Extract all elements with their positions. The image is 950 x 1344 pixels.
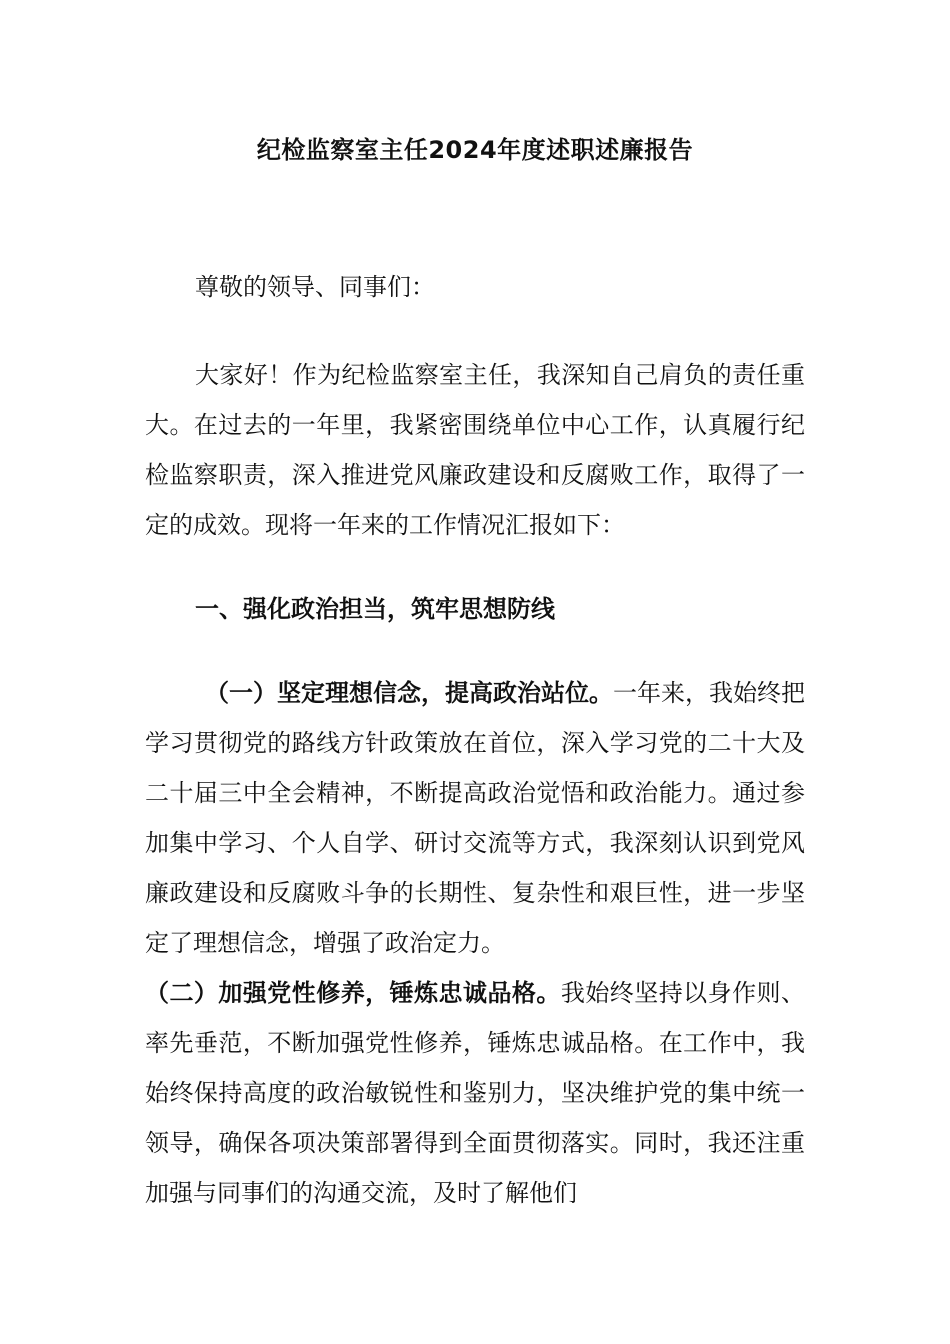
- section-heading-1: 一、强化政治担当，筑牢思想防线: [195, 595, 555, 623]
- subsection-paragraph-1: [145, 668, 805, 968]
- intro-paragraph: 大家好！作为纪检监察室主任，我深知自己肩负的责任重大。在过去的一年里，我紧密围绕单位中心工作，认真履行纪检监察职责，深入推进党风廉政建设和反腐败工作，取得了一定的成效。现将一年来的工作情况汇报如下：: [145, 361, 805, 539]
- subsection-title-1: （一）坚定理想信念，提高政治站位。: [205, 679, 613, 707]
- salutation: 尊敬的领导、同事们：: [195, 273, 435, 301]
- subsection-title-2: （二）加强党性修养，锤炼忠诚品格。: [145, 979, 561, 1007]
- document-title: 纪检监察室主任2024年度述职述廉报告: [256, 136, 694, 164]
- subsection-body-1: 一年来，我始终把学习贯彻党的路线方针政策放在首位，深入学习党的二十大及二十届三中全会精神，不断提高政治觉悟和政治能力。通过参加集中学习、个人自学、研讨交流等方式，我深刻认识到党风廉政建设和反腐败斗争的长期性、复杂性和艰巨性，进一步坚定了理想信念，增强了政治定力。: [145, 679, 805, 957]
- subsection-paragraph-2: [145, 968, 805, 1218]
- subsection-body-2: 我始终坚持以身作则、率先垂范，不断加强党性修养，锤炼忠诚品格。在工作中，我始终保持高度的政治敏锐性和鉴别力，坚决维护党的集中统一领导，确保各项决策部署得到全面贯彻落实。同时，我还注重加强与同事们的沟通交流，及时了解他们: [145, 979, 806, 1207]
